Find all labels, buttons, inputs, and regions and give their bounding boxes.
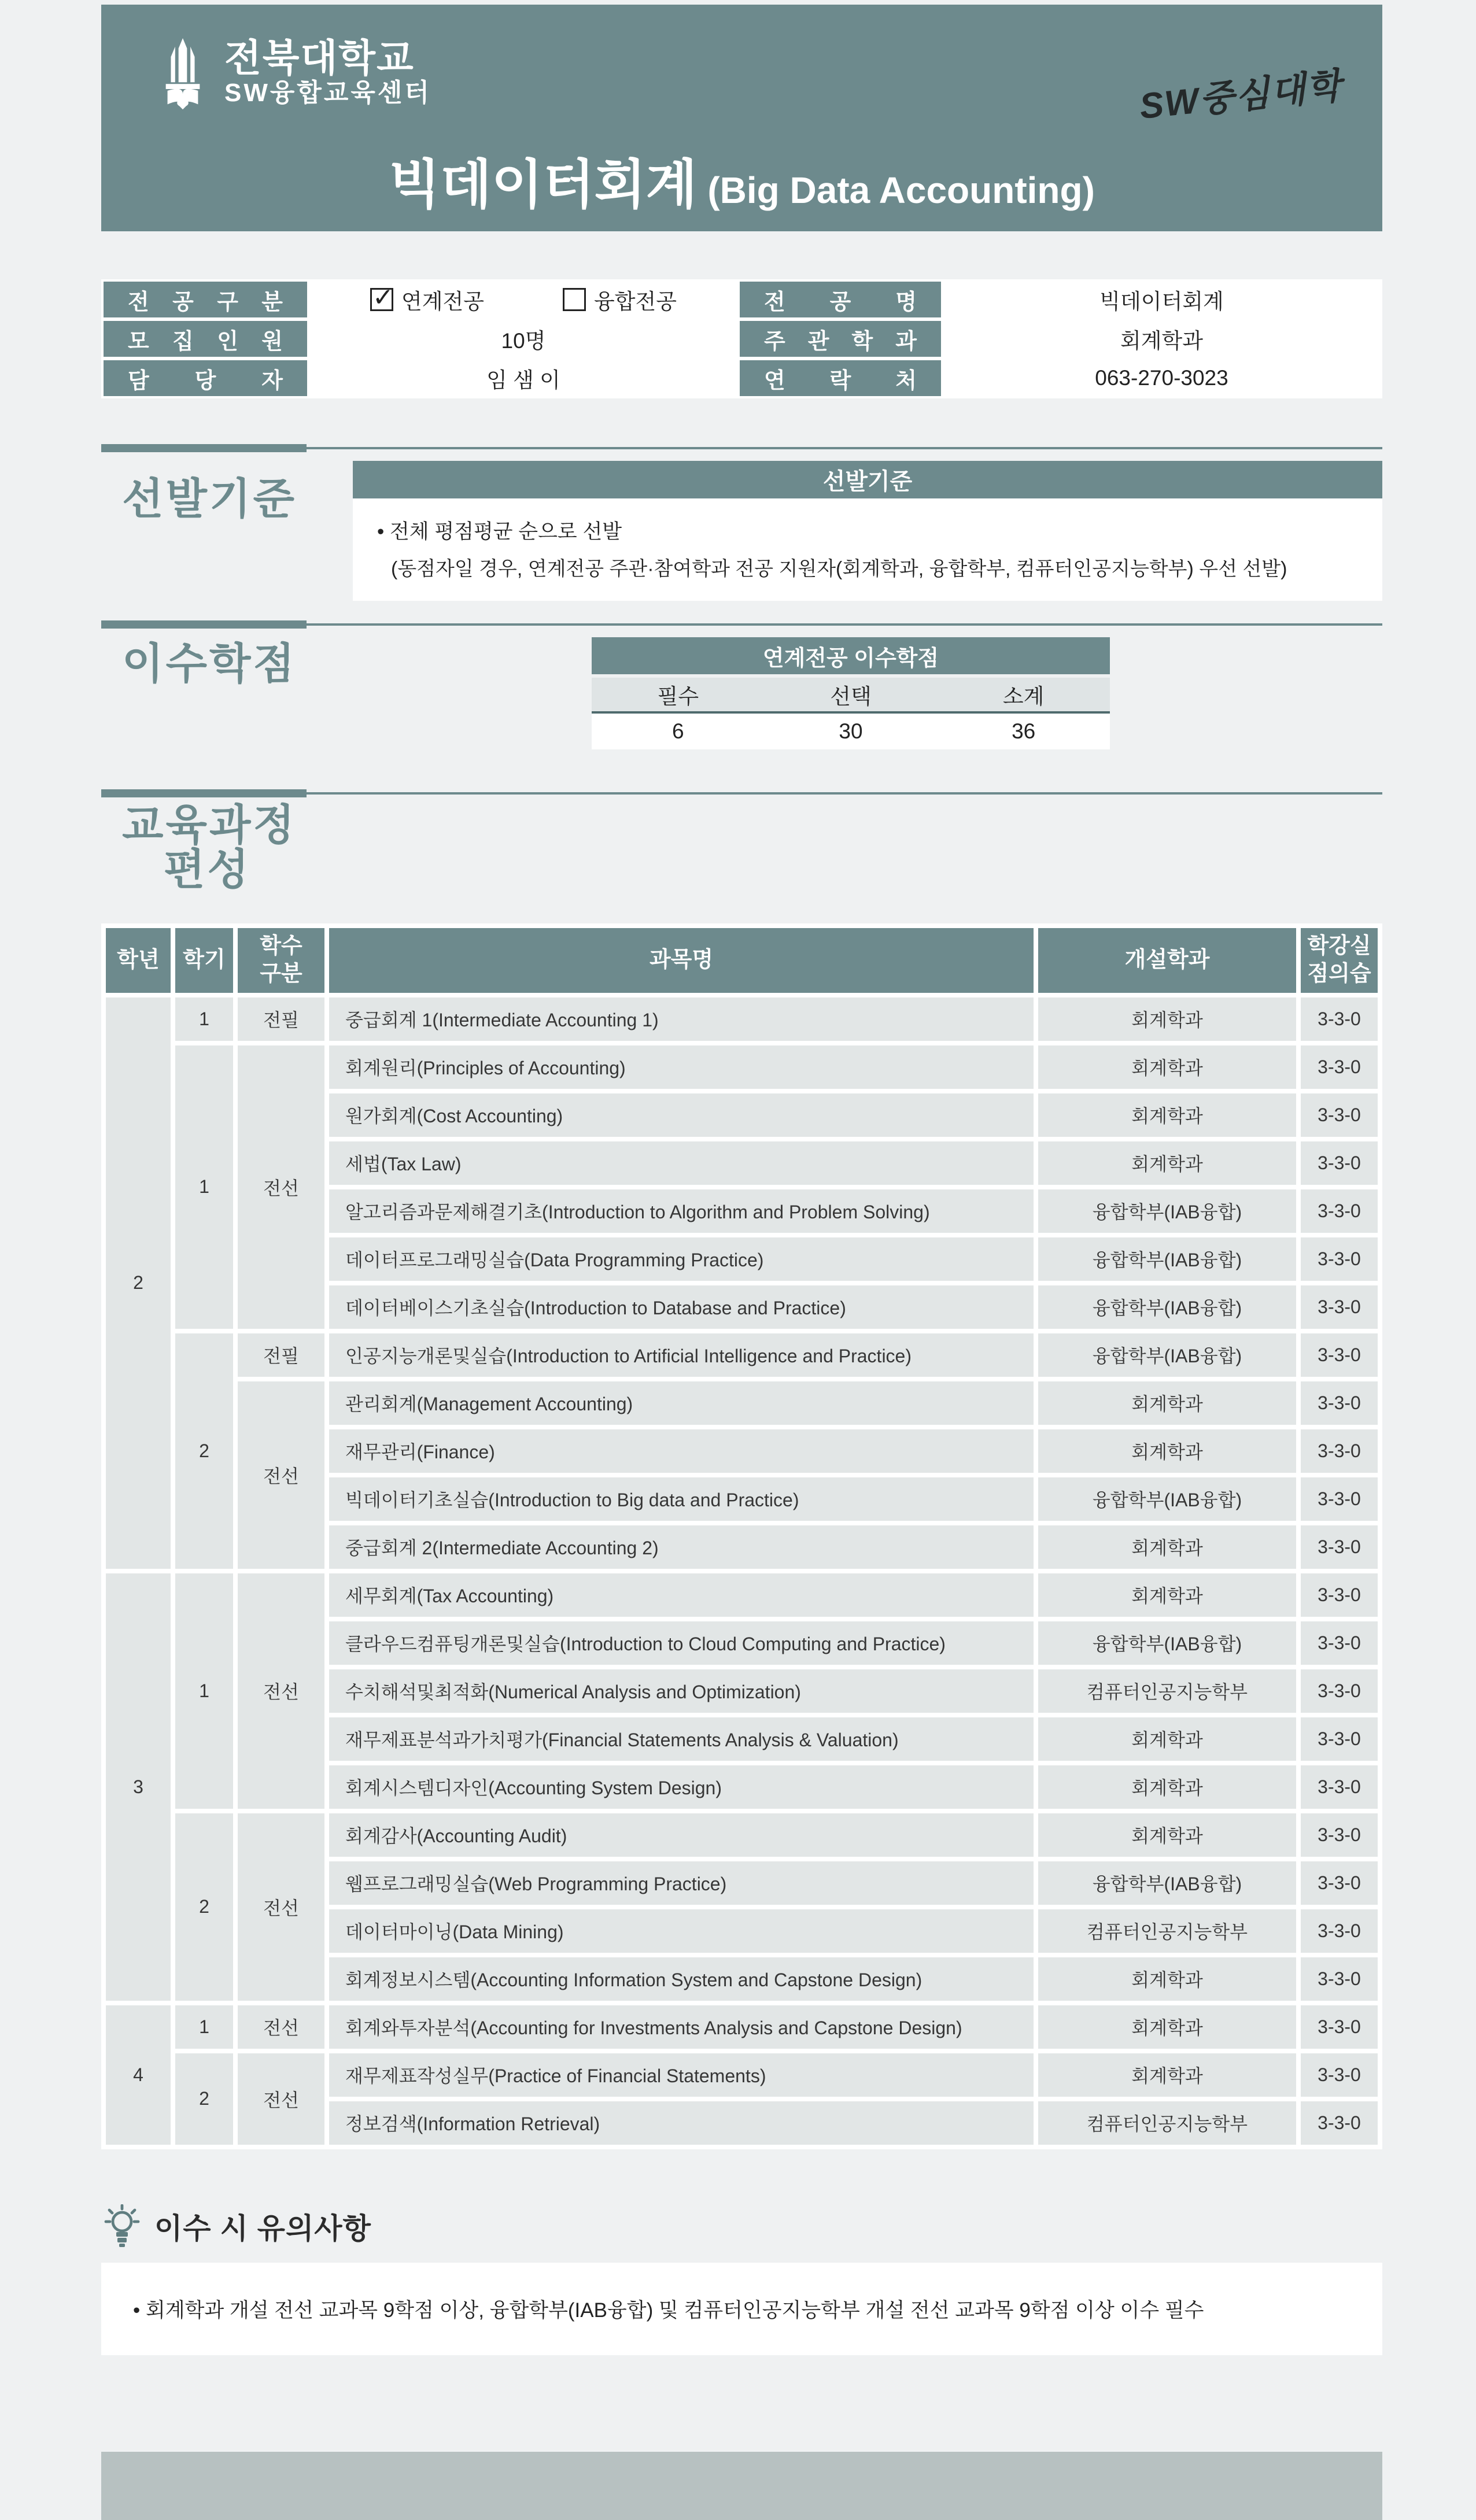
course-dept-cell: 컴퓨터인공지능학부 <box>1038 1909 1296 1953</box>
course-dept-cell: 회계학과 <box>1038 1525 1296 1569</box>
course-type-cell: 전필 <box>238 997 324 1041</box>
label-char: 집 <box>172 329 194 354</box>
major-type-value <box>311 282 736 317</box>
course-credits-cell: 3-3-0 <box>1301 1669 1378 1713</box>
selection-section <box>101 461 1382 601</box>
course-credits-cell: 3-3-0 <box>1301 1765 1378 1809</box>
course-dept-cell: 융합학부(IAB융합) <box>1038 1189 1296 1233</box>
course-dept-cell: 회계학과 <box>1038 2005 1296 2049</box>
course-dept-cell: 컴퓨터인공지능학부 <box>1038 2101 1296 2145</box>
course-name-cell: 데이터프로그래밍실습(Data Programming Practice) <box>329 1237 1034 1281</box>
curriculum-col-header: 학년 <box>106 928 171 993</box>
notice-header <box>101 2204 1382 2248</box>
course-dept-cell: 회계학과 <box>1038 2053 1296 2097</box>
course-dept-cell: 회계학과 <box>1038 1573 1296 1617</box>
major-type-label <box>104 282 307 317</box>
course-dept-cell: 회계학과 <box>1038 1381 1296 1425</box>
course-credits-cell: 3-3-0 <box>1301 1909 1378 1953</box>
selection-box-body <box>353 498 1382 601</box>
label-char: 연 <box>764 368 785 393</box>
option-convergence-major-label: 융합전공 <box>594 290 677 313</box>
course-name-cell: 회계감사(Accounting Audit) <box>329 1813 1034 1857</box>
label-char: 전 <box>128 290 149 315</box>
course-name-cell: 클라우드컴퓨팅개론및실습(Introduction to Cloud Computing and Practice) <box>329 1621 1034 1665</box>
course-dept-cell: 융합학부(IAB융합) <box>1038 1861 1296 1905</box>
course-name-cell: 관리회계(Management Accounting) <box>329 1381 1034 1425</box>
course-name-cell: 회계원리(Principles of Accounting) <box>329 1045 1034 1089</box>
course-dept-cell: 회계학과 <box>1038 1765 1296 1809</box>
course-name-cell: 재무관리(Finance) <box>329 1429 1034 1473</box>
semester-cell: 1 <box>175 2005 233 2049</box>
course-type-cell: 전선 <box>238 2053 324 2145</box>
course-credits-cell: 3-3-0 <box>1301 1717 1378 1761</box>
notice-box <box>101 2263 1382 2355</box>
label-char: 당 <box>194 368 216 393</box>
label-char: 담 <box>128 368 149 393</box>
course-row <box>106 997 1378 1041</box>
major-name-label <box>740 282 941 317</box>
option-linked-major-label: 연계전공 <box>401 290 484 313</box>
university-name: 전북대학교 <box>224 36 415 79</box>
course-credits-cell: 3-3-0 <box>1301 997 1378 1041</box>
label-char: 자 <box>261 368 283 393</box>
curriculum-col-header: 과목명 <box>329 928 1034 993</box>
credits-col-elective: 선택 <box>830 685 872 708</box>
managing-dept-label <box>740 321 941 357</box>
credits-section-title: 이수학점 <box>122 640 297 688</box>
course-dept-cell: 회계학과 <box>1038 1045 1296 1089</box>
course-credits-cell: 3-3-0 <box>1301 1045 1378 1089</box>
course-name-cell: 중급회계 1(Intermediate Accounting 1) <box>329 997 1034 1041</box>
major-name-value: 빅데이터회계 <box>944 282 1379 317</box>
course-name-cell: 회계시스템디자인(Accounting System Design) <box>329 1765 1034 1809</box>
course-name-cell: 세무회계(Tax Accounting) <box>329 1573 1034 1617</box>
course-name-cell: 세법(Tax Law) <box>329 1141 1034 1185</box>
course-name-cell: 원가회계(Cost Accounting) <box>329 1093 1034 1137</box>
course-type-cell: 전선 <box>238 1813 324 2001</box>
course-credits-cell: 3-3-0 <box>1301 1237 1378 1281</box>
selection-box-title: 선발기준 <box>353 461 1382 498</box>
university-emblem-icon <box>156 38 209 114</box>
option-convergence-major <box>563 284 677 315</box>
credits-elective-value: 30 <box>839 719 863 743</box>
course-dept-cell: 회계학과 <box>1038 1429 1296 1473</box>
selection-criteria-box <box>353 461 1382 601</box>
course-name-cell: 정보검색(Information Retrieval) <box>329 2101 1034 2145</box>
course-name-cell: 데이터마이닝(Data Mining) <box>329 1909 1034 1953</box>
course-name-cell: 재무제표작성실무(Practice of Financial Statements) <box>329 2053 1034 2097</box>
course-credits-cell: 3-3-0 <box>1301 2005 1378 2049</box>
course-credits-cell: 3-3-0 <box>1301 1813 1378 1857</box>
course-credits-cell: 3-3-0 <box>1301 1477 1378 1521</box>
semester-cell: 1 <box>175 997 233 1041</box>
credits-required-value: 6 <box>672 719 684 743</box>
label-char: 관 <box>807 329 829 354</box>
course-dept-cell: 회계학과 <box>1038 1957 1296 2001</box>
course-row <box>106 1573 1378 1617</box>
lightbulb-icon <box>101 2204 143 2248</box>
center-name: SW융합교육센터 <box>224 79 431 108</box>
course-dept-cell: 융합학부(IAB융합) <box>1038 1621 1296 1665</box>
quota-label <box>104 321 307 357</box>
page-header <box>101 5 1382 231</box>
course-name-cell: 수치해석및최적화(Numerical Analysis and Optimization) <box>329 1669 1034 1713</box>
course-name-cell: 웹프로그래밍실습(Web Programming Practice) <box>329 1861 1034 1905</box>
course-name-cell: 재무제표분석과가치평가(Financial Statements Analysis & Valuation) <box>329 1717 1034 1761</box>
course-dept-cell: 융합학부(IAB융합) <box>1038 1477 1296 1521</box>
label-char: 처 <box>895 368 917 393</box>
sw-university-badge: SW중심대학 <box>1137 65 1344 127</box>
contact-value: 063-270-3023 <box>944 360 1379 396</box>
course-dept-cell: 회계학과 <box>1038 1093 1296 1137</box>
course-type-cell: 전필 <box>238 1333 324 1377</box>
course-row <box>106 1045 1378 1089</box>
curriculum-header-row <box>106 928 1378 993</box>
managing-dept-value: 회계학과 <box>944 321 1379 357</box>
page-content <box>101 5 1382 2520</box>
contact-label <box>740 360 941 396</box>
section-divider-rule <box>307 447 1382 449</box>
label-char: 전 <box>764 290 785 315</box>
option-linked-major <box>370 284 484 315</box>
notice-text: • 회계학과 개설 전선 교과목 9학점 이상, 융합학부(IAB융합) 및 컴퓨터인공지능학부 개설 전선 교과목 9학점 이상 이수 필수 <box>133 2299 1204 2322</box>
curriculum-section-title <box>101 803 1382 892</box>
label-char: 모 <box>128 329 149 354</box>
selection-criteria-line2: (동점자일 경우, 연계전공 주관·참여학과 전공 지원자(회계학과, 융합학부, 컴퓨터인공지능학부) 우선 선발) <box>391 558 1287 580</box>
manager-value: 임 샘 이 <box>311 360 736 396</box>
curriculum-col-header: 학수 구분 <box>238 928 324 993</box>
course-credits-cell: 3-3-0 <box>1301 2053 1378 2097</box>
course-dept-cell: 회계학과 <box>1038 1141 1296 1185</box>
label-char: 원 <box>261 329 283 354</box>
course-credits-cell: 3-3-0 <box>1301 1621 1378 1665</box>
course-credits-cell: 3-3-0 <box>1301 1141 1378 1185</box>
curriculum-col-header: 개설학과 <box>1038 928 1296 993</box>
course-dept-cell: 회계학과 <box>1038 1717 1296 1761</box>
course-row <box>106 2053 1378 2097</box>
course-row <box>106 1381 1378 1425</box>
curriculum-table <box>101 923 1382 2149</box>
credits-table-values <box>592 714 1110 749</box>
credits-table-title: 연계전공 이수학점 <box>592 637 1110 674</box>
course-credits-cell: 3-3-0 <box>1301 1861 1378 1905</box>
course-dept-cell: 회계학과 <box>1038 1813 1296 1857</box>
university-brand <box>156 38 431 114</box>
course-type-cell: 전선 <box>238 1381 324 1569</box>
section-divider-rule <box>307 792 1382 795</box>
course-type-cell: 전선 <box>238 1045 324 1329</box>
label-char: 인 <box>217 329 238 354</box>
selection-section-title: 선발기준 <box>122 475 297 523</box>
curriculum-title-line1: 교육과정 <box>122 801 297 849</box>
course-credits-cell: 3-3-0 <box>1301 1093 1378 1137</box>
course-dept-cell: 융합학부(IAB융합) <box>1038 1333 1296 1377</box>
section-divider-bar <box>101 620 307 629</box>
quota-value: 10명 <box>311 321 736 357</box>
course-type-cell: 전선 <box>238 1573 324 1809</box>
program-title-english: (Big Data Accounting) <box>707 169 1095 211</box>
manager-label <box>104 360 307 396</box>
label-char: 구 <box>217 290 238 315</box>
course-name-cell: 인공지능개론및실습(Introduction to Artificial Intelligence and Practice) <box>329 1333 1034 1377</box>
label-char: 분 <box>261 290 283 315</box>
section-divider <box>101 789 1382 797</box>
year-cell: 2 <box>106 997 171 1569</box>
course-dept-cell: 융합학부(IAB융합) <box>1038 1237 1296 1281</box>
credits-col-required: 필수 <box>657 685 699 708</box>
course-dept-cell: 컴퓨터인공지능학부 <box>1038 1669 1296 1713</box>
course-credits-cell: 3-3-0 <box>1301 1573 1378 1617</box>
curriculum-col-header: 학기 <box>175 928 233 993</box>
course-type-cell: 전선 <box>238 2005 324 2049</box>
credits-subtotal-value: 36 <box>1012 719 1036 743</box>
course-credits-cell: 3-3-0 <box>1301 1957 1378 2001</box>
credits-table-columns <box>592 678 1110 714</box>
section-divider-rule <box>307 623 1382 626</box>
label-char: 학 <box>851 329 873 354</box>
label-char: 과 <box>895 329 917 354</box>
course-name-cell: 중급회계 2(Intermediate Accounting 2) <box>329 1525 1034 1569</box>
section-divider <box>101 444 1382 452</box>
course-credits-cell: 3-3-0 <box>1301 1189 1378 1233</box>
credits-table <box>592 637 1110 749</box>
year-cell: 4 <box>106 2005 171 2145</box>
label-char: 공 <box>172 290 194 315</box>
credits-section <box>101 637 1382 749</box>
course-name-cell: 알고리즘과문제해결기초(Introduction to Algorithm and Problem Solving) <box>329 1189 1034 1233</box>
semester-cell: 2 <box>175 1333 233 1569</box>
course-credits-cell: 3-3-0 <box>1301 1333 1378 1377</box>
checkbox-checked-icon <box>370 288 393 311</box>
section-divider <box>101 620 1382 629</box>
checkbox-empty-icon <box>563 288 586 311</box>
course-credits-cell: 3-3-0 <box>1301 1525 1378 1569</box>
semester-cell: 1 <box>175 1045 233 1329</box>
course-credits-cell: 3-3-0 <box>1301 1285 1378 1329</box>
curriculum-table-head <box>106 928 1378 993</box>
course-name-cell: 회계와투자분석(Accounting for Investments Analysis and Capstone Design) <box>329 2005 1034 2049</box>
course-credits-cell: 3-3-0 <box>1301 2101 1378 2145</box>
course-row <box>106 1333 1378 1377</box>
program-title <box>101 142 1382 219</box>
label-char: 명 <box>895 290 917 315</box>
footer-bar <box>101 2452 1382 2520</box>
selection-criteria-line1: • 전체 평점평균 순으로 선발 <box>377 520 622 543</box>
curriculum-table-body <box>106 997 1378 2145</box>
curriculum-title-line2: 편성 <box>164 845 251 893</box>
course-name-cell: 회계정보시스템(Accounting Information System and Capstone Design) <box>329 1957 1034 2001</box>
course-dept-cell: 회계학과 <box>1038 997 1296 1041</box>
brand-text <box>224 38 431 109</box>
program-info-table <box>101 279 1382 398</box>
course-name-cell: 빅데이터기초실습(Introduction to Big data and Practice) <box>329 1477 1034 1521</box>
semester-cell: 1 <box>175 1573 233 1809</box>
section-divider-bar <box>101 444 307 452</box>
label-char: 락 <box>829 368 851 393</box>
course-dept-cell: 융합학부(IAB융합) <box>1038 1285 1296 1329</box>
course-credits-cell: 3-3-0 <box>1301 1381 1378 1425</box>
semester-cell: 2 <box>175 2053 233 2145</box>
course-name-cell: 데이터베이스기초실습(Introduction to Database and Practice) <box>329 1285 1034 1329</box>
curriculum-col-header: 학강실 점의습 <box>1301 928 1378 993</box>
course-credits-cell: 3-3-0 <box>1301 1429 1378 1473</box>
semester-cell: 2 <box>175 1813 233 2001</box>
course-row <box>106 1813 1378 1857</box>
year-cell: 3 <box>106 1573 171 2001</box>
program-title-korean: 빅데이터회계 <box>389 156 698 215</box>
section-divider-bar <box>101 789 307 797</box>
label-char: 주 <box>764 329 785 354</box>
course-row <box>106 2005 1378 2049</box>
credits-col-subtotal: 소계 <box>1002 685 1045 708</box>
label-char: 공 <box>829 290 851 315</box>
notice-title: 이수 시 유의사항 <box>154 2212 371 2245</box>
